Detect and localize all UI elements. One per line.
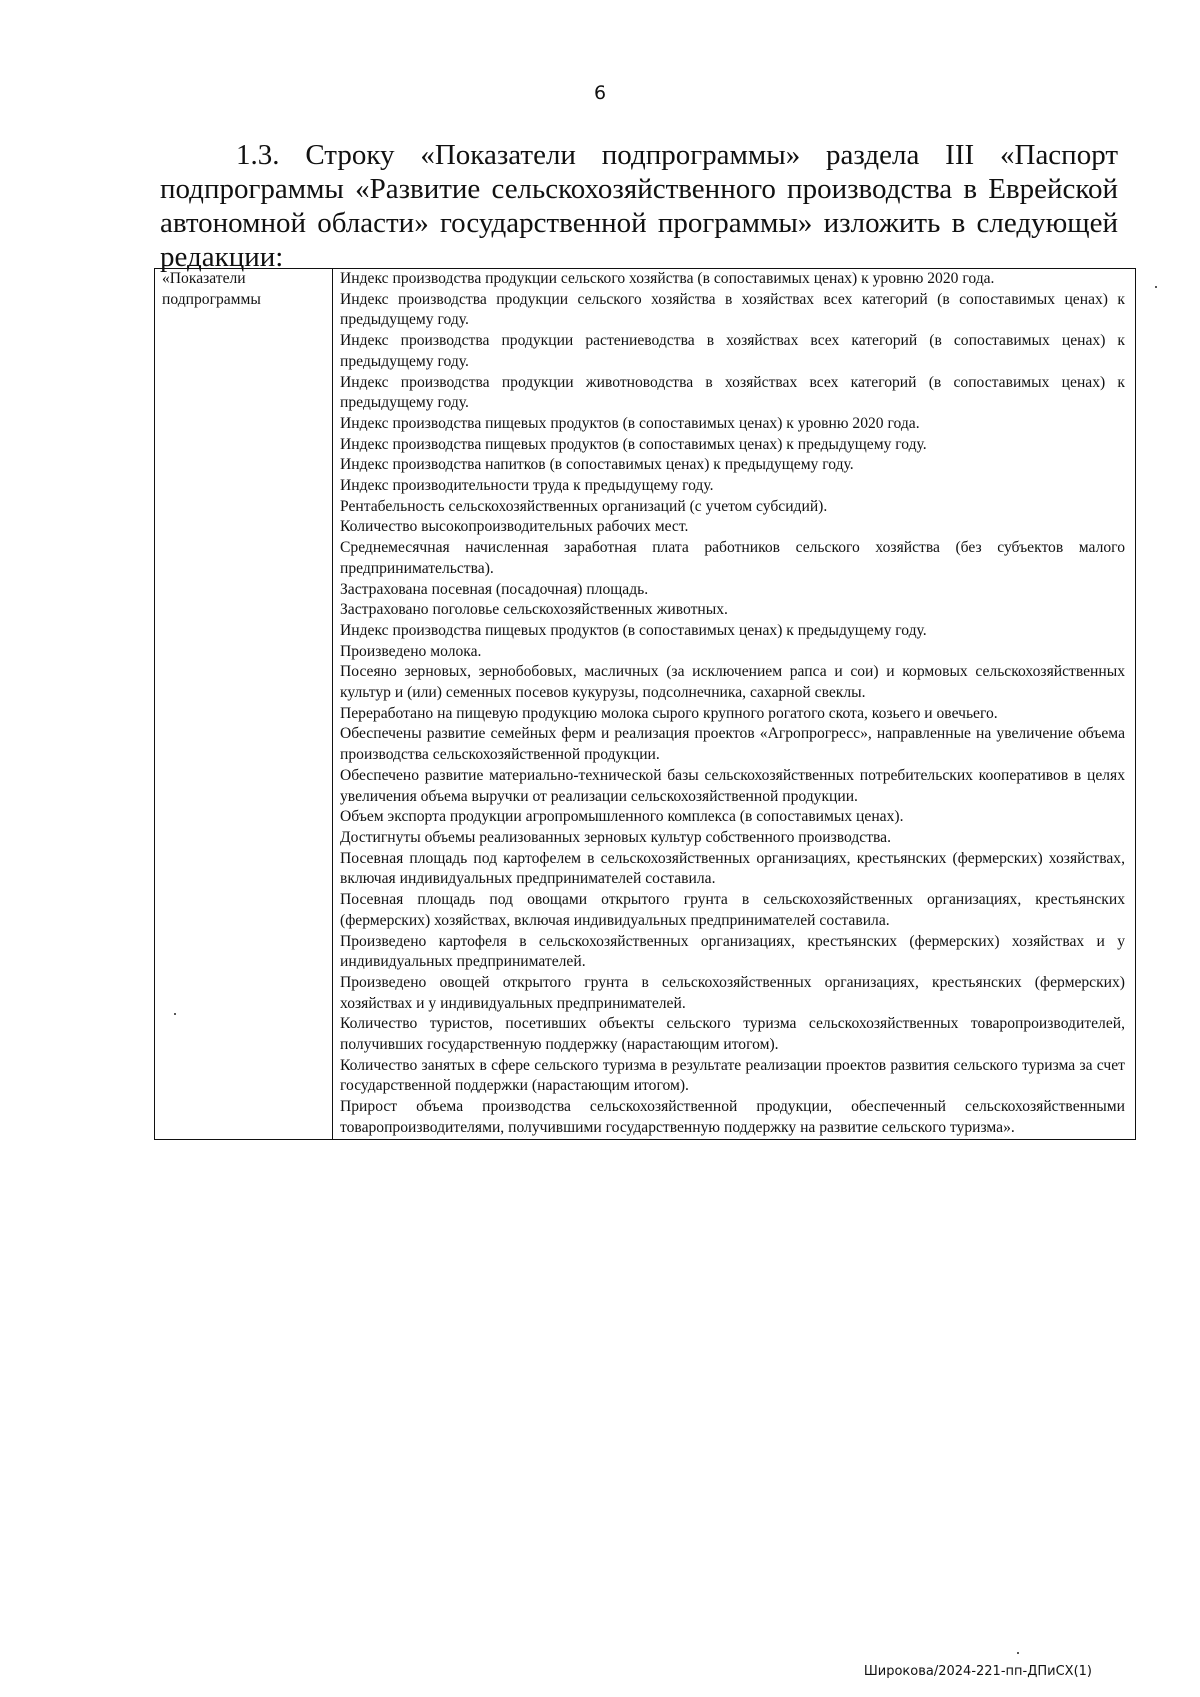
intro-line: подпрограммы «Развитие сельскохозяйственного производства в Еврейской <box>160 173 1118 205</box>
indicator-item: Прирост объема производства сельскохозяйственной продукции, обеспеченный сельскохозяйственными товаропроизводителями, получившими государственную поддержку на развитие сельского туризма». <box>340 1098 1125 1136</box>
scan-speck <box>1017 1652 1019 1654</box>
intro-line: автономной области» государственной программы» изложить в следующей <box>160 207 1118 239</box>
row-label-cell <box>155 269 333 1140</box>
row-label-line: подпрограммы <box>162 290 261 308</box>
indicators-cell <box>333 269 1136 1140</box>
indicator-item: Застрахована посевная (посадочная) площадь. <box>340 580 649 598</box>
indicator-item: Застраховано поголовье сельскохозяйственных животных. <box>340 601 728 619</box>
indicator-item: Количество высокопроизводительных рабочих мест. <box>340 518 689 536</box>
intro-line: редакции: <box>160 241 284 273</box>
indicator-item: Произведено молока. <box>340 642 482 660</box>
indicator-item: Индекс производства пищевых продуктов (в сопоставимых ценах) к предыдущему году. <box>340 621 927 639</box>
scan-speck <box>1155 286 1157 288</box>
footer-document-code: Широкова/2024-221-пп-ДПиСХ(1) <box>863 1664 1092 1679</box>
row-label-line: «Показатели <box>162 270 246 287</box>
indicator-item: Посеяно зерновых, зернобобовых, масличных (за исключением рапса и сои) и кормовых сельскохозяйственных культур и (или) семенных посевов кукурузы, подсолнечника, сахарной свеклы. <box>340 663 1125 702</box>
indicator-item: Количество туристов, посетивших объекты сельского туризма сельскохозяйственных товаропроизводителей, получивших государственную поддержку (нарастающим итогом). <box>340 1015 1125 1054</box>
indicator-item: Индекс производства напитков (в сопоставимых ценах) к предыдущему году. <box>340 456 854 474</box>
indicator-item: Среднемесячная начисленная заработная плата работников сельского хозяйства (без субъектов малого предпринимательства). <box>340 539 1125 577</box>
indicator-item: Объем экспорта продукции агропромышленного комплекса (в сопоставимых ценах). <box>340 808 904 826</box>
indicator-item: Переработано на пищевую продукцию молока сырого крупного рогатого скота, козьего и овечьего. <box>340 704 998 722</box>
intro-paragraph <box>160 138 1118 274</box>
scan-speck <box>174 1013 176 1015</box>
indicator-item: Индекс производительности труда к предыдущему году. <box>340 477 714 495</box>
indicator-item: Обеспечено развитие материально-технической базы сельскохозяйственных потребительских кооперативов в целях увеличения объема выручки от реализации сельскохозяйственной продукции. <box>340 766 1125 805</box>
indicator-item: Обеспечены развитие семейных ферм и реализация проектов «Агропрогресс», направленные на увеличение объема производства сельскохозяйственной продукции. <box>340 725 1125 764</box>
indicator-item: Индекс производства продукции растениеводства в хозяйствах всех категорий (в сопоставимых ценах) к предыдущему году. <box>340 332 1125 370</box>
indicator-item: Посевная площадь под картофелем в сельскохозяйственных организациях, крестьянских (фермерских) хозяйствах, включая индивидуальных предпринимателей составила. <box>340 849 1125 888</box>
indicator-item: Индекс производства продукции животноводства в хозяйствах всех категорий (в сопоставимых ценах) к предыдущему году. <box>340 373 1125 412</box>
page-number: 6 <box>593 82 607 104</box>
indicator-item: Индекс производства пищевых продуктов (в сопоставимых ценах) к уровню 2020 года. <box>340 414 920 432</box>
indicators-table <box>154 268 1136 1140</box>
indicator-item: Индекс производства продукции сельского хозяйства в хозяйствах всех категорий (в сопоставимых ценах) к предыдущему году. <box>340 290 1125 329</box>
indicator-item: Посевная площадь под овощами открытого грунта в сельскохозяйственных организациях, крестьянских (фермерских) хозяйствах, включая индивидуальных предпринимателей составила. <box>340 891 1125 929</box>
indicator-item: Рентабельность сельскохозяйственных организаций (с учетом субсидий). <box>340 497 828 515</box>
indicator-item: Количество занятых в сфере сельского туризма в результате реализации проектов развития сельского туризма за счет государственной поддержки (нарастающим итогом). <box>340 1056 1125 1095</box>
indicator-item: Индекс производства продукции сельского хозяйства (в сопоставимых ценах) к уровню 2020 года. <box>340 270 995 287</box>
table-row <box>155 269 1136 1140</box>
intro-line: 1.3. Строку «Показатели подпрограммы» раздела III «Паспорт <box>236 139 1118 171</box>
indicator-item: Произведено овощей открытого грунта в сельскохозяйственных организациях, крестьянских (фермерских) хозяйствах и у индивидуальных предпринимателей. <box>340 973 1125 1012</box>
indicator-item: Достигнуты объемы реализованных зерновых культур собственного производства. <box>340 828 891 846</box>
indicator-item: Произведено картофеля в сельскохозяйственных организациях, крестьянских (фермерских) хозяйствах и у индивидуальных предпринимателей. <box>340 932 1125 971</box>
indicator-item: Индекс производства пищевых продуктов (в сопоставимых ценах) к предыдущему году. <box>340 435 927 453</box>
